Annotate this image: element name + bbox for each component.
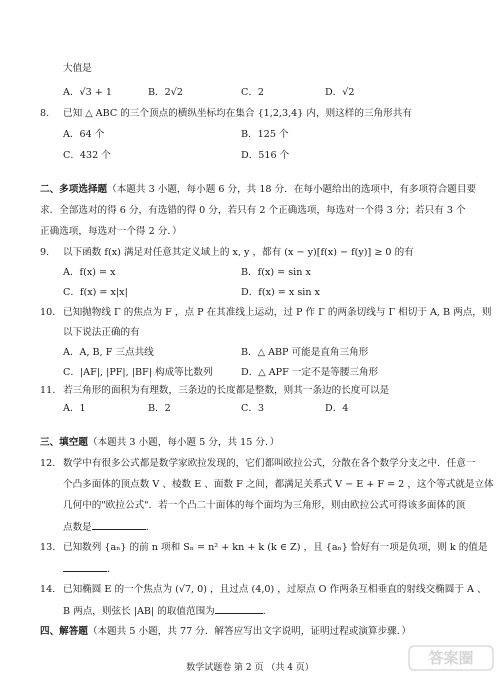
section2-intro-3: 正确选项，每选对一个得 2 分．） — [40, 226, 182, 237]
q10-text-2: 以下说法正确的有 — [63, 327, 140, 338]
q10-option-c: C．|AF|, |PF|, |BF| 构成等比数列 — [63, 367, 213, 378]
q11-option-c: C．3 — [241, 403, 265, 414]
q11-text: 若三角形的面积为有理数，三条边的长度都是整数，则其一条边的长度可以是 — [63, 385, 390, 396]
q13-number: 13. — [40, 542, 56, 553]
q13-line-2 — [63, 562, 117, 576]
q12-line-1: 数学中有很多公式都是数学家欧拉发现的，它们都叫欧拉公式，分散在各个数学分支之中．任意一 — [63, 458, 476, 469]
q13-line-1: 已知数列 {aₙ} 的前 n 项和 Sₙ = n² + kn + k (k ∈ Z) ，且 {aₙ} 恰好有一项是负项，则 k 的值是 — [63, 542, 488, 553]
q10-option-a: A．A, B, F 三点共线 — [63, 347, 154, 358]
q7-tail-line: 大值是 — [63, 63, 92, 74]
q10-option-b: B．△ ABP 可能是直角三角形 — [241, 347, 369, 358]
watermark-text: 答案圈 — [428, 649, 474, 667]
section3-heading — [40, 436, 279, 449]
q14-answer-blank[interactable] — [215, 604, 263, 614]
q7-option-b: B．2√2 — [148, 87, 183, 98]
q7-option-d: D．√2 — [325, 87, 355, 98]
section3-intro: （本题共 3 小题，每小题 5 分，共 15 分．） — [87, 437, 280, 448]
q14-line-2-text: B 两点，则弦长 |AB| 的取值范围为 — [63, 606, 215, 617]
section2-intro-1: （本题共 3 小题，每小题 6 分，共 18 分．在每小题给出的选项中，有多项符合题目要 — [107, 184, 477, 195]
section4-intro: （本题共 5 小题，共 77 分．解答应写出文字说明，证明过程或演算步骤．） — [87, 626, 412, 637]
q10-number: 10. — [40, 307, 56, 318]
q7-option-c: C．2 — [241, 87, 265, 98]
section4-title: 四、解答题 — [40, 626, 88, 637]
section2-intro-2: 求．全部选对的得 6 分，有选错的得 0 分，若只有 2 个正确选项，每选对一个得 3 分；若只有 3 个 — [40, 205, 466, 216]
q9-option-b: B．f(x) = sin x — [241, 267, 311, 278]
q12-line-4-end: ． — [145, 522, 156, 533]
q13-answer-blank[interactable] — [63, 562, 107, 572]
q14-line-1: 已知椭圆 E 的一个焦点为 (√7, 0) ，且过点 (4,0) ，过原点 O 作两条互相垂直的射线交椭圆于 A 、 — [63, 584, 487, 595]
q12-number: 12. — [40, 458, 56, 469]
q9-number: 9. — [40, 247, 50, 258]
q8-option-d: D．516 个 — [241, 150, 290, 161]
q12-line-4-text: 点数是 — [63, 522, 92, 533]
q12-answer-blank[interactable] — [92, 520, 146, 530]
q8-option-a: A．64 个 — [63, 129, 105, 140]
q7-option-a: A．√3 + 1 — [63, 87, 112, 98]
watermark-logo — [408, 643, 494, 673]
q11-number: 11. — [40, 385, 56, 396]
q13-line-2-end: ． — [107, 564, 117, 575]
section2-title: 二、多项选择题 — [40, 184, 108, 195]
q9-option-c: C．f(x) = x|x| — [63, 287, 128, 298]
q11-option-b: B．2 — [148, 403, 171, 414]
q10-text-1: 已知抛物线 Γ 的焦点为 F ，点 P 在其准线上运动，过 P 作 Γ 的两条切线与 Γ 相切于 A, B 两点，则 — [63, 307, 492, 318]
page-footer: 数学试题卷 第 2 页 （共 4 页） — [186, 663, 314, 673]
q12-line-4 — [63, 520, 155, 534]
q12-line-2: 个凸多面体的顶点数 V 、棱数 E 、面数 F 之间，都满足关系式 V − E + F = 2 ，这个等式就是立体 — [63, 479, 494, 490]
q9-option-a: A．f(x) = x — [63, 267, 116, 278]
q8-number: 8. — [40, 108, 50, 119]
q8-option-b: B．125 个 — [241, 129, 289, 140]
q12-line-3: 几何中的"欧拉公式"．若一个凸二十面体的每个面均为三角形，则由欧拉公式可得该多面体的顶 — [63, 500, 466, 511]
q14-line-2-end: ． — [262, 606, 273, 617]
q8-text: 已知 △ ABC 的三个顶点的横纵坐标均在集合 {1,2,3,4} 内，则这样的三角形共有 — [63, 108, 412, 119]
q9-text: 以下函数 f(x) 满足对任意其定义域上的 x, y ，都有 (x − y)[f(x) − f(y)] ≥ 0 的有 — [63, 247, 414, 258]
q10-option-d: D．△ APF 一定不是等腰三角形 — [241, 367, 379, 378]
q14-line-2 — [63, 604, 272, 618]
q11-option-a: A．1 — [63, 403, 86, 414]
q8-option-c: C．432 个 — [63, 150, 111, 161]
q11-option-d: D．4 — [325, 403, 349, 414]
q9-option-d: D．f(x) = x sin x — [241, 287, 320, 298]
section4-heading — [40, 625, 411, 638]
q14-number: 14. — [40, 584, 56, 595]
section3-title: 三、填空题 — [40, 437, 88, 448]
section2-heading — [40, 183, 476, 196]
